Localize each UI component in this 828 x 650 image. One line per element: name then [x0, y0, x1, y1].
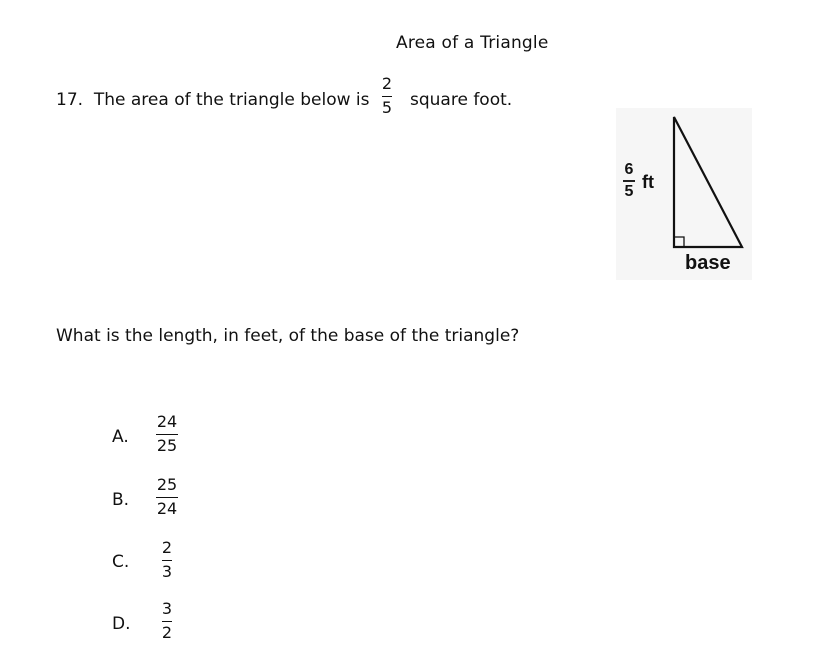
choice-b-denominator: 24 — [156, 499, 178, 518]
right-triangle-shape — [674, 117, 742, 247]
area-denominator: 5 — [381, 98, 393, 117]
choice-a-fraction[interactable] — [150, 413, 184, 455]
choice-a-denominator: 25 — [156, 436, 178, 455]
choice-b-numerator: 25 — [156, 475, 178, 494]
height-fraction — [619, 162, 639, 200]
choice-d-numerator: 3 — [161, 599, 173, 618]
choice-c-denominator: 3 — [161, 562, 173, 581]
fraction-bar — [162, 621, 172, 622]
area-numerator: 2 — [381, 74, 393, 93]
height-numerator: 6 — [624, 161, 634, 178]
choice-b-letter: B. — [112, 490, 130, 510]
choice-d-fraction[interactable] — [150, 600, 184, 642]
question-suffix: square foot. — [410, 90, 513, 110]
choice-a-letter: A. — [112, 427, 129, 447]
area-fraction — [379, 75, 395, 117]
fraction-bar — [382, 96, 392, 97]
choice-c-fraction[interactable] — [150, 539, 184, 581]
page-title: Area of a Triangle — [396, 33, 549, 53]
choice-b-fraction[interactable] — [150, 476, 184, 518]
fraction-bar — [156, 497, 178, 498]
question-prefix: The area of the triangle below is — [93, 90, 370, 110]
question-text — [56, 90, 370, 110]
base-label: base — [685, 252, 731, 274]
question-number: 17. — [56, 90, 84, 110]
choice-d-letter: D. — [112, 614, 131, 634]
right-angle-marker — [674, 237, 684, 247]
choice-c-numerator: 2 — [161, 538, 173, 557]
prompt-text: What is the length, in feet, of the base of the triangle? — [56, 326, 520, 346]
height-denominator: 5 — [624, 183, 634, 200]
fraction-bar — [162, 560, 172, 561]
choice-c-letter: C. — [112, 552, 130, 572]
fraction-bar — [156, 434, 178, 435]
height-unit-label: ft — [642, 172, 654, 192]
choice-a-numerator: 24 — [156, 412, 178, 431]
choice-d-denominator: 2 — [161, 623, 173, 642]
fraction-bar — [623, 180, 635, 182]
